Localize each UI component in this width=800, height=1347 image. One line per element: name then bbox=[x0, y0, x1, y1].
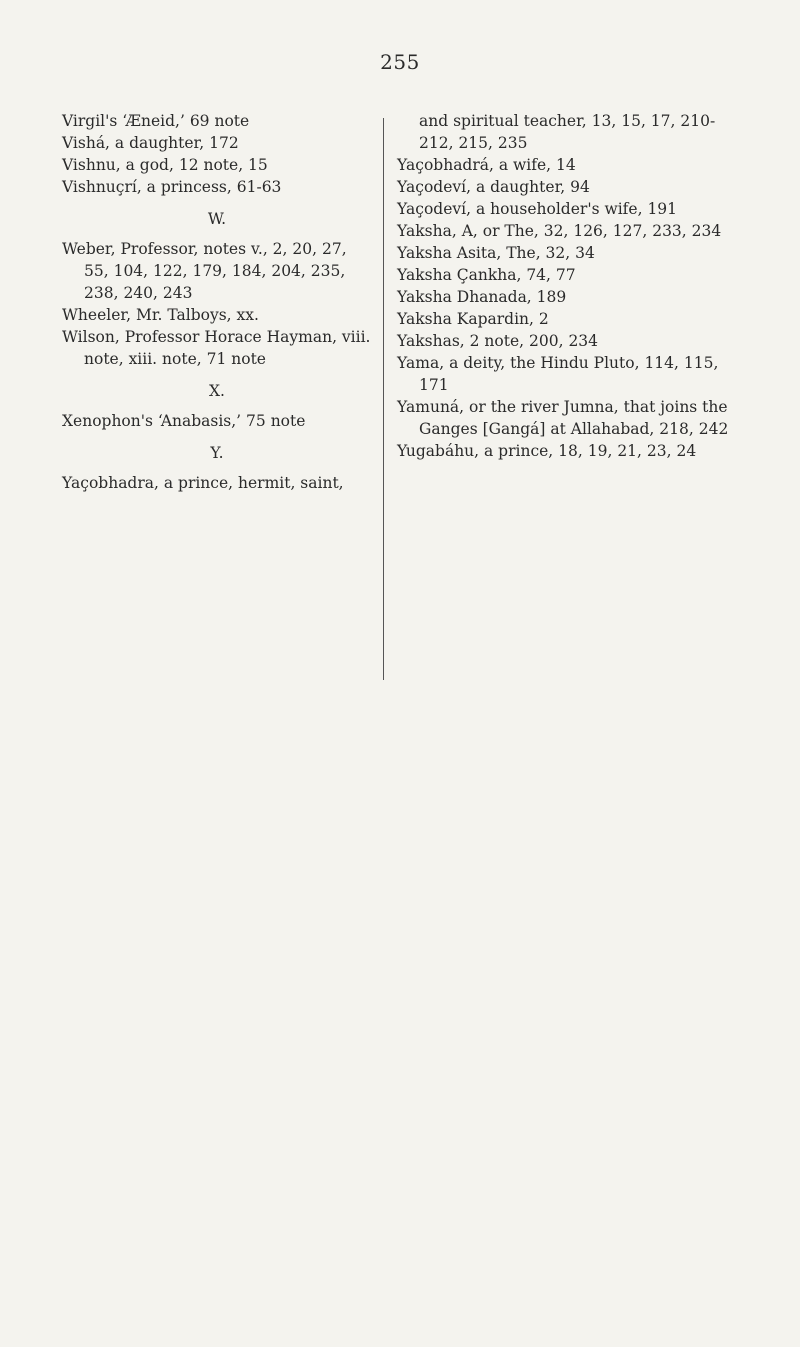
index-entry: Wheeler, Mr. Talboys, xx. bbox=[62, 306, 259, 324]
index-column-left bbox=[62, 110, 372, 494]
index-entry: Yaçodeví, a daughter, 94 bbox=[397, 178, 590, 196]
index-entry: Yaksha, A, or The, 32, 126, 127, 233, 234 bbox=[397, 222, 722, 240]
index-entry: Virgil's ‘Æneid,’ 69 note bbox=[62, 112, 250, 130]
index-entry: Yamuná, or the river Jumna, that joins the Ganges [Gangá] at Allahabad, 218, 242 bbox=[397, 398, 729, 438]
index-column-right bbox=[397, 110, 742, 462]
index-entry: Yaksha Kapardin, 2 bbox=[397, 310, 549, 328]
index-entry: Xenophon's ‘Anabasis,’ 75 note bbox=[62, 412, 306, 430]
index-entry: Yaçodeví, a householder's wife, 191 bbox=[397, 200, 678, 218]
index-entry: Yugabáhu, a prince, 18, 19, 21, 23, 24 bbox=[397, 442, 697, 460]
index-entry: Vishá, a daughter, 172 bbox=[62, 134, 239, 152]
page-number: 255 bbox=[380, 50, 420, 74]
index-entry-continuation: and spiritual teacher, 13, 15, 17, 210-212, 215, 235 bbox=[419, 112, 716, 152]
index-entry: Weber, Professor, notes v., 2, 20, 27, 55, 104, 122, 179, 184, 204, 235, 238, 240, 243 bbox=[62, 240, 347, 302]
index-entry: Yaksha Çankha, 74, 77 bbox=[397, 266, 576, 284]
index-entry: Wilson, Professor Horace Hayman, viii. note, xiii. note, 71 note bbox=[62, 328, 371, 368]
column-divider bbox=[383, 118, 384, 680]
index-entry: Yakshas, 2 note, 200, 234 bbox=[397, 332, 599, 350]
index-entry: Vishnu, a god, 12 note, 15 bbox=[62, 156, 268, 174]
index-entry: Yaçobhadra, a prince, hermit, saint, bbox=[62, 474, 344, 492]
section-letter: W. bbox=[207, 210, 227, 228]
section-letter: Y. bbox=[210, 444, 224, 462]
section-letter: X. bbox=[209, 382, 225, 400]
index-entry: Yama, a deity, the Hindu Pluto, 114, 115, 171 bbox=[397, 354, 719, 394]
index-entry: Vishnuçrí, a princess, 61-63 bbox=[62, 178, 282, 196]
index-entry: Yaçobhadrá, a wife, 14 bbox=[397, 156, 576, 174]
index-entry: Yaksha Dhanada, 189 bbox=[397, 288, 567, 306]
index-entry: Yaksha Asita, The, 32, 34 bbox=[397, 244, 595, 262]
